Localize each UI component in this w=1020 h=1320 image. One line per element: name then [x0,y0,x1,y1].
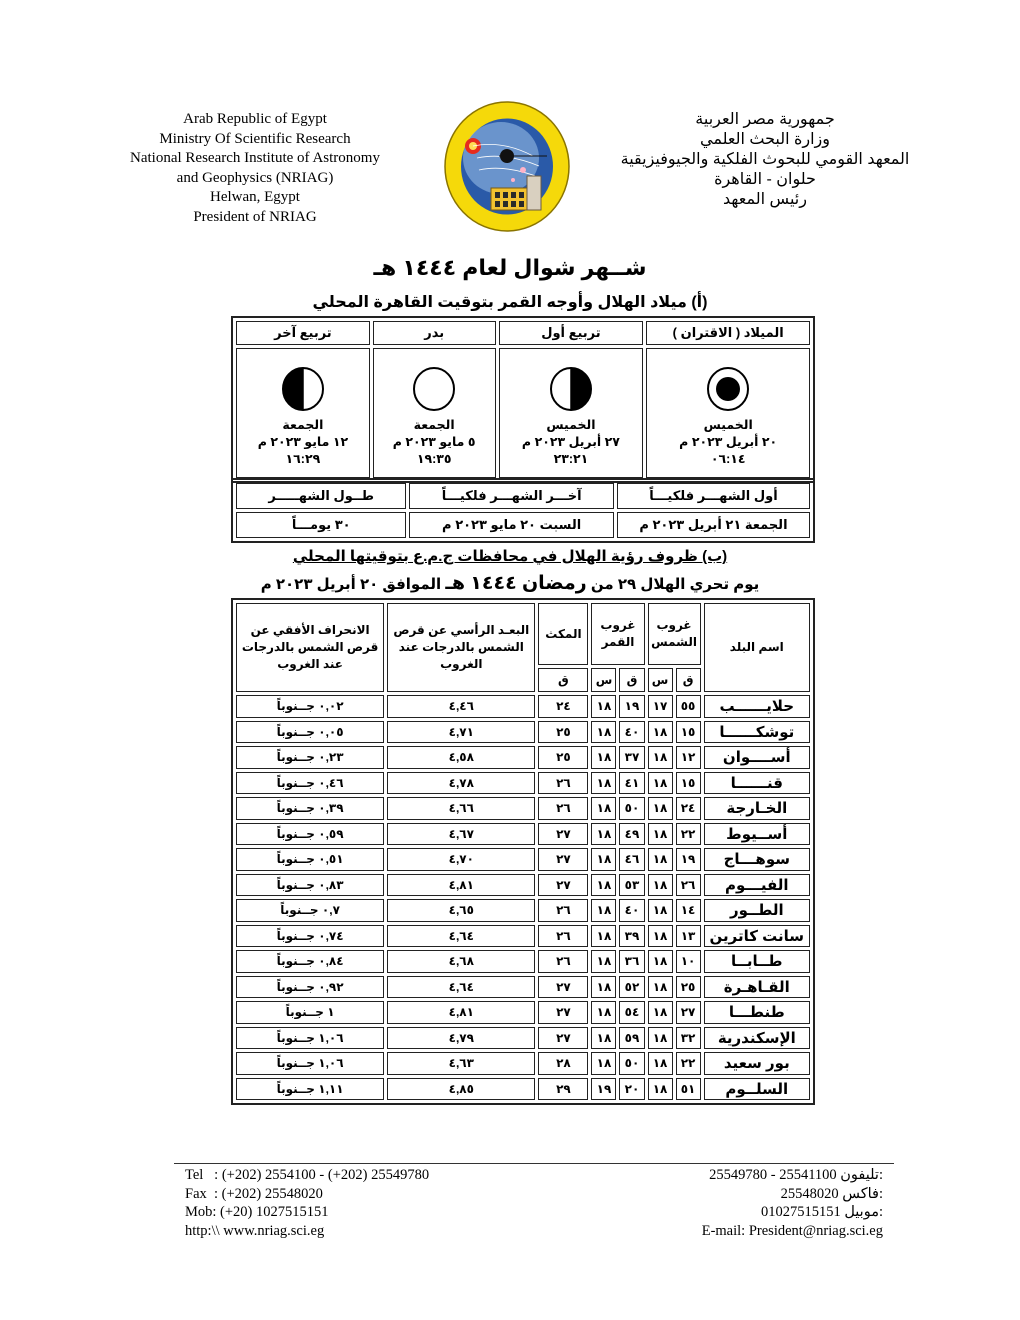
footer-tel: Tel : (+202) 2554100 - (+202) 25549780 [185,1167,430,1183]
phase-day: الخميس [546,418,596,432]
letterhead-arabic [620,110,910,210]
moon-stay-minute-header: ق [538,668,588,692]
sunset-minute: ٥١ [676,1078,701,1101]
moonset-minute: ٥٩ [619,1027,644,1050]
sunset-hour: ١٨ [648,772,673,795]
moon-visibility-table [231,598,815,1105]
altitude-degrees: ٤,٥٨ [387,746,535,769]
moon-stay-minutes: ٢٧ [538,874,588,897]
sunset-minute: ٥٥ [676,695,701,718]
phases-header-row [236,321,810,345]
letterhead-line: وزارة البحث العلمي [699,131,830,148]
moon-stay-minutes: ٢٥ [538,746,588,769]
phase-time: ١٦:٢٩ [285,452,321,466]
moonset-minute: ٢٠ [619,1078,644,1101]
footer-email-value[interactable]: President@nriag.sci.eg [748,1222,883,1239]
moonset-hour-header: س [591,668,616,692]
sunset-minute-header: ق [676,668,701,692]
altitude-degrees: ٤,٦٧ [387,823,535,846]
city-name: سانت كاترين [704,925,810,948]
table-row [236,874,810,897]
moon-stay-minutes: ٢٧ [538,848,588,871]
sunset-hour: ١٨ [648,1027,673,1050]
sunset-minute: ٢٤ [676,797,701,820]
phase-header: تربيع أول [499,321,644,345]
moonset-hour: ١٨ [591,874,616,897]
moonset-minute: ٤٦ [619,848,644,871]
moonset-minute: ٥٠ [619,797,644,820]
footer-ar-tel-label: تليفون: [840,1167,883,1183]
moonset-hour: ١٨ [591,823,616,846]
sunset-header: غروب الشمس [648,603,701,665]
altitude-degrees: ٤,٨١ [387,1001,535,1024]
moon-stay-minutes: ٢٦ [538,772,588,795]
city-name: سوهـــاج [704,848,810,871]
city-name: طنطـــا [704,1001,810,1024]
altitude-degrees: ٤,٤٦ [387,695,535,718]
letterhead-line: National Research Institute of Astronomy [130,150,380,166]
phases-body-row [236,348,810,478]
azimuth-degrees: ٠,٩٢ جــنوباً [236,976,384,999]
moon-stay-minutes: ٢٦ [538,899,588,922]
sunset-minute: ١٥ [676,772,701,795]
azimuth-degrees: ٠,٨٤ جــنوباً [236,950,384,973]
azimuth-degrees: ٠,٥٩ جــنوباً [236,823,384,846]
altitude-degrees: ٤,٦٤ [387,976,535,999]
month-length-header: طــول الشهـــــر [236,483,406,509]
moon-stay-minutes: ٢٤ [538,695,588,718]
moonset-header: غروب القمر [591,603,644,665]
sunset-hour: ١٧ [648,695,673,718]
footer-ar-fax-label: فاكس: [842,1185,883,1202]
moon-stay-minutes: ٢٦ [538,925,588,948]
sunset-minute: ١٠ [676,950,701,973]
moonset-hour: ١٨ [591,746,616,769]
letterhead-line: Ministry Of Scientific Research [159,130,351,147]
city-name: الإسكندرية [704,1027,810,1050]
month-info-table [231,478,815,543]
moonset-minute: ٤٠ [619,899,644,922]
sunset-minute: ٢٢ [676,823,701,846]
table-row [236,1027,810,1050]
footer-mobile: Mob: (+20) 1027515151 [185,1204,329,1220]
visibility-header-row [236,603,810,665]
sunset-minute: ٢٧ [676,1001,701,1024]
moonset-minute: ٥٢ [619,976,644,999]
phase-time: ٢٣:٢١ [553,452,589,466]
table-row [236,772,810,795]
azimuth-degrees: ٠,٧٤ جــنوباً [236,925,384,948]
sunset-minute: ١٢ [676,746,701,769]
moonset-minute: ٤٠ [619,721,644,744]
observation-day-prefix: يوم تحري الهلال ٢٩ من [590,576,760,593]
city-name: السلــوم [704,1078,810,1101]
footer-website[interactable]: http:\\ www.nriag.sci.eg [185,1222,325,1239]
sunset-hour-header: س [648,668,673,692]
altitude-header: البعـد الرأسي عن قرص الشمس بالدرجات عند الغروب [387,603,535,692]
new-moon-icon [706,367,750,411]
moonset-hour: ١٨ [591,1001,616,1024]
sunset-hour: ١٨ [648,721,673,744]
last-quarter-icon [281,367,325,411]
phase-day: الجمعة [413,418,455,432]
phase-header: تربيع آخر [236,321,370,345]
nriag-logo-icon [443,100,571,233]
moon-phases-table [231,316,815,483]
azimuth-header: الانحراف الأفقي عن قرص الشمس بالدرجات عند الغروب [236,603,384,692]
sunset-hour: ١٨ [648,874,673,897]
altitude-degrees: ٤,٧٨ [387,772,535,795]
month-length-value: ٣٠ يومـــاً [236,512,406,538]
moonset-minute: ٥٠ [619,1052,644,1075]
azimuth-degrees: ١,١١ جــنوباً [236,1078,384,1101]
sunset-hour: ١٨ [648,976,673,999]
sunset-minute: ٢٦ [676,874,701,897]
altitude-degrees: ٤,٦٦ [387,797,535,820]
sunset-hour: ١٨ [648,746,673,769]
moonset-minute: ٣٧ [619,746,644,769]
city-header: اسم البلد [704,603,810,692]
sunset-minute: ١٤ [676,899,701,922]
sunset-hour: ١٨ [648,848,673,871]
footer-ar-tel [702,1166,883,1185]
letterhead-line: Helwan, Egypt [210,189,300,205]
letterhead-line: and Geophysics (NRIAG) [176,169,334,186]
month-end-header: آخـــر الشهـــر فلكيـــاً [409,483,613,509]
table-row [236,925,810,948]
sunset-hour: ١٨ [648,1078,673,1101]
azimuth-degrees: ٠,٧ جــنوباً [236,899,384,922]
full-moon-icon [412,367,456,411]
table-row [236,848,810,871]
azimuth-degrees: ٠,٤٦ جــنوباً [236,772,384,795]
phase-cell-new-moon [646,348,810,478]
altitude-degrees: ٤,٧٩ [387,1027,535,1050]
city-name: الطــور [704,899,810,922]
first-quarter-icon [549,367,593,411]
section-b-title: (ب) ظروف رؤية الهلال في محافظات ج.م.ع بتوقيتها المحلي [292,548,728,565]
sunset-minute: ١٥ [676,721,701,744]
city-name: طــابــا [704,950,810,973]
moonset-minute: ١٩ [619,695,644,718]
month-start-value: الجمعة ٢١ أبريل ٢٠٢٣ م [617,512,810,538]
altitude-degrees: ٤,٧٠ [387,848,535,871]
city-name: الفيـــوم [704,874,810,897]
table-row [236,746,810,769]
phase-cell-first-quarter [499,348,644,478]
moonset-hour: ١٨ [591,1027,616,1050]
table-row [236,1001,810,1024]
footer-english [185,1166,429,1240]
sunset-minute: ١٣ [676,925,701,948]
table-row [236,721,810,744]
moon-stay-minutes: ٢٦ [538,950,588,973]
altitude-degrees: ٤,٦٤ [387,925,535,948]
phase-header: الميلاد ( الاقتران ) [646,321,810,345]
phase-day: الخميس [703,418,753,432]
moon-stay-header: المكث [538,603,588,665]
moon-stay-minutes: ٢٧ [538,1027,588,1050]
phase-date: ١٢ مايو ٢٠٢٣ م [257,435,349,449]
moonset-hour: ١٨ [591,721,616,744]
sunset-hour: ١٨ [648,823,673,846]
month-info-value-row [236,512,810,538]
city-name: أســــوان [704,746,810,769]
azimuth-degrees: ٠,٥١ جــنوباً [236,848,384,871]
phase-time: ٠٦:١٤ [710,452,746,466]
phase-cell-full-moon [373,348,496,478]
city-name: القـاهـرة [704,976,810,999]
altitude-degrees: ٤,٨٥ [387,1078,535,1101]
sunset-minute: ١٩ [676,848,701,871]
moonset-hour: ١٩ [591,1078,616,1101]
city-name: الخـارجة [704,797,810,820]
month-start-header: أول الشهـــر فلكيـــاً [617,483,810,509]
moon-stay-minutes: ٢٧ [538,1001,588,1024]
sunset-hour: ١٨ [648,797,673,820]
altitude-degrees: ٤,٦٨ [387,950,535,973]
sunset-minute: ٢٢ [676,1052,701,1075]
moon-stay-minutes: ٢٩ [538,1078,588,1101]
azimuth-degrees: ٠,٠٥ جــنوباً [236,721,384,744]
moonset-minute: ٤١ [619,772,644,795]
moonset-minute: ٣٩ [619,925,644,948]
azimuth-degrees: ٠,٣٩ جــنوباً [236,797,384,820]
table-row [236,823,810,846]
moonset-hour: ١٨ [591,772,616,795]
observation-day-suffix: الموافق ٢٠ أبريل ٢٠٢٣ م [260,576,442,593]
moonset-hour: ١٨ [591,848,616,871]
table-row [236,950,810,973]
sunset-hour: ١٨ [648,1001,673,1024]
footer-email-label: E-mail: [701,1222,746,1239]
phase-time: ١٩:٣٥ [416,452,452,466]
table-row [236,1052,810,1075]
phase-day: الجمعة [282,418,324,432]
sunset-hour: ١٨ [648,899,673,922]
footer-ar-mobile-value: 01027515151 [760,1204,841,1220]
footer-ar-tel-value: 25549780 - 25541100 [709,1167,837,1183]
moonset-hour: ١٨ [591,899,616,922]
azimuth-degrees: ١,٠٦ جــنوباً [236,1052,384,1075]
table-row [236,976,810,999]
footer-ar-fax-value: 25548020 [780,1185,839,1202]
phase-cell-last-quarter [236,348,370,478]
altitude-degrees: ٤,٦٥ [387,899,535,922]
phase-date: ٢٠ أبريل ٢٠٢٣ م [679,435,778,449]
moon-stay-minutes: ٢٧ [538,976,588,999]
altitude-degrees: ٤,٦٣ [387,1052,535,1075]
letterhead-line: Arab Republic of Egypt [183,111,327,127]
moonset-minute: ٥٤ [619,1001,644,1024]
letterhead-line: رئيس المعهد [723,191,807,208]
moonset-hour: ١٨ [591,1052,616,1075]
sunset-hour: ١٨ [648,925,673,948]
footer-ar-mobile-label: موبيل: [844,1204,883,1220]
letterhead-line: حلوان - القاهرة [714,171,816,188]
moon-stay-minutes: ٢٦ [538,797,588,820]
observation-day [0,572,1020,595]
phase-date: ٢٧ أبريل ٢٠٢٣ م [521,435,620,449]
city-name: حلايــــــب [704,695,810,718]
letterhead-line: المعهد القومي للبحوث الفلكية والجيوفيزيقية [620,151,910,168]
table-row [236,1078,810,1101]
footer-ar-mobile [702,1203,883,1222]
city-name: أســيوط [704,823,810,846]
page-title: شــهر شوال لعام ١٤٤٤ هـ [373,255,647,280]
moonset-minute: ٤٩ [619,823,644,846]
moonset-hour: ١٨ [591,976,616,999]
altitude-degrees: ٤,٧١ [387,721,535,744]
moonset-hour: ١٨ [591,950,616,973]
moonset-hour: ١٨ [591,695,616,718]
table-row [236,797,810,820]
footer-arabic [702,1166,883,1240]
city-name: قنــــــا [704,772,810,795]
azimuth-degrees: ٠,٨٣ جــنوباً [236,874,384,897]
altitude-degrees: ٤,٨١ [387,874,535,897]
section-a-title: (أ) ميلاد الهلال وأوجه القمر بتوقيت القاهرة المحلي [312,294,708,311]
azimuth-degrees: ٠,٠٢ جــنوباً [236,695,384,718]
sunset-hour: ١٨ [648,950,673,973]
footer-divider [174,1163,894,1164]
footer-fax: Fax : (+202) 25548020 [185,1185,323,1202]
letterhead-english [110,110,400,227]
sunset-minute: ٣٢ [676,1027,701,1050]
moonset-hour: ١٨ [591,797,616,820]
month-info-header-row [236,483,810,509]
moon-stay-minutes: ٢٧ [538,823,588,846]
footer-email [702,1222,883,1241]
month-end-value: السبت ٢٠ مايو ٢٠٢٣ م [409,512,613,538]
moon-stay-minutes: ٢٨ [538,1052,588,1075]
azimuth-degrees: ١ جــنوباً [236,1001,384,1024]
city-name: توشكــــــا [704,721,810,744]
observation-day-month: رمضان ١٤٤٤ هـ [445,573,587,594]
phase-header: بدر [373,321,496,345]
moonset-minute: ٥٣ [619,874,644,897]
phase-date: ٥ مايو ٢٠٢٣ م [392,435,476,449]
moonset-minute: ٣٦ [619,950,644,973]
sunset-minute: ٢٥ [676,976,701,999]
city-name: بور سعيد [704,1052,810,1075]
moonset-minute-header: ق [619,668,644,692]
table-row [236,695,810,718]
letterhead-line: President of NRIAG [193,208,317,225]
table-row [236,899,810,922]
azimuth-degrees: ١,٠٦ جــنوباً [236,1027,384,1050]
footer-ar-fax [702,1185,883,1204]
letterhead-line: جمهورية مصر العربية [695,111,835,128]
sunset-hour: ١٨ [648,1052,673,1075]
moonset-hour: ١٨ [591,925,616,948]
moon-stay-minutes: ٢٥ [538,721,588,744]
azimuth-degrees: ٠,٢٣ جــنوباً [236,746,384,769]
